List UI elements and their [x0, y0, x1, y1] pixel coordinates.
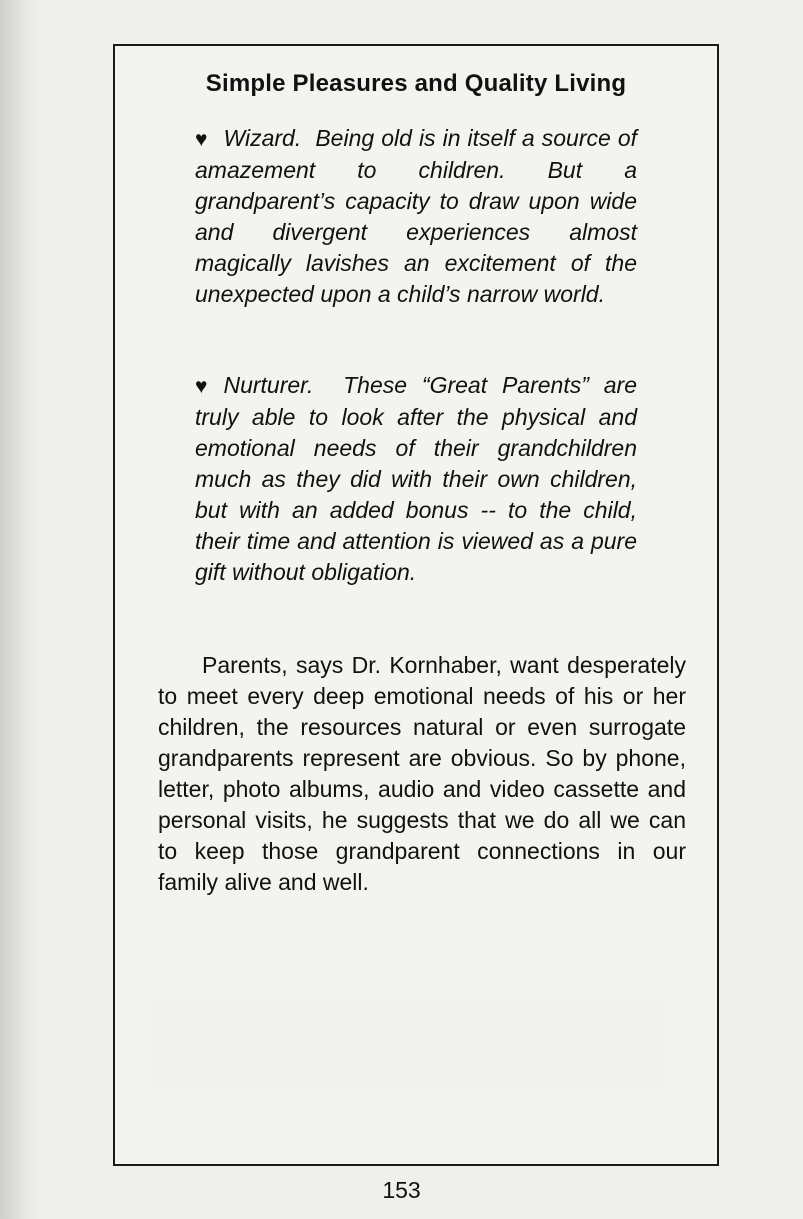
bullet-text: Being old is in itself a source of amazement to children. But a grandparent’s capacity to draw upon wide and divergent experiences almost magically lavishes an excitement of the unexpected upon a child’s narrow world. [195, 125, 638, 307]
body-paragraph: Parents, says Dr. Kornhaber, want desperately to meet every deep emotional needs of his or her children, the resources natural or even surrogate grandparents represent are obvious. So by phone, letter, photo albums, audio and video cassette and personal visits, he suggests that we do all we can to keep those grandparent connections in our family alive and well. [158, 652, 686, 895]
bullet-wizard [195, 123, 637, 310]
page-edge-shadow [0, 0, 40, 1219]
content-box [113, 44, 719, 1166]
heart-icon: ♥ [195, 128, 208, 151]
bullet-term: Wizard. [223, 125, 302, 151]
bullet-term: Nurturer. [223, 372, 314, 398]
page-number: 153 [382, 1177, 421, 1203]
bullet-nurturer [195, 370, 637, 588]
bullet-text: These “Great Parents” are truly able to look after the physical and emotional needs of their grandchildren much as they did with their own children, but with an added bonus -- to the child, their time and attention is viewed as a pure gift without obligation. [195, 372, 637, 585]
heart-icon: ♥ [195, 375, 208, 398]
section-title: Simple Pleasures and Quality Living [205, 70, 627, 97]
